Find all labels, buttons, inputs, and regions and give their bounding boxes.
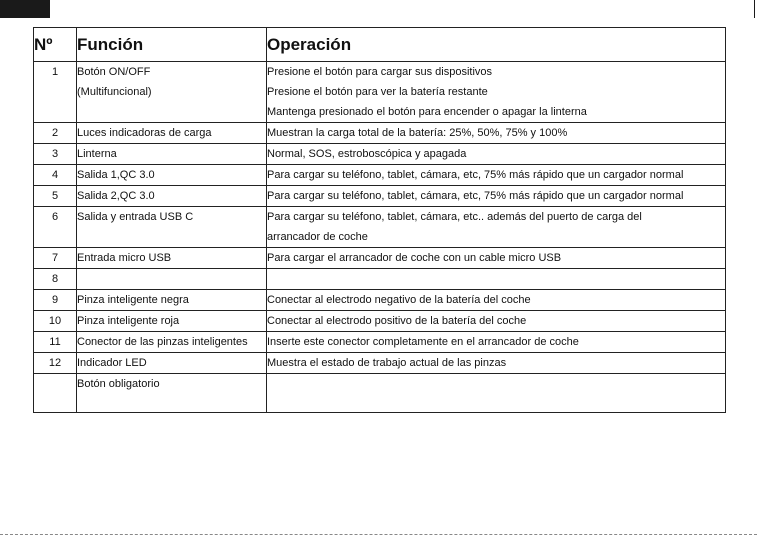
- row-number: 10: [34, 311, 77, 332]
- row-operation: [267, 62, 726, 123]
- function-line: Pinza inteligente negra: [77, 294, 189, 306]
- function-line: Botón ON/OFF: [77, 66, 151, 78]
- bottom-dashed-rule: [0, 534, 757, 535]
- function-line: Salida 2,QC 3.0: [77, 190, 155, 202]
- operation-line: [267, 269, 725, 289]
- operation-line: Mantenga presionado el botón para encender o apagar la linterna: [267, 106, 587, 118]
- table-row: [34, 207, 726, 248]
- operation-line: Normal, SOS, estroboscópica y apagada: [267, 148, 467, 160]
- row-operation: [267, 374, 726, 413]
- operation-line: Para cargar su teléfono, tablet, cámara, etc.. además del puerto de carga del: [267, 211, 642, 223]
- table-row: [34, 248, 726, 269]
- row-number: 7: [34, 248, 77, 269]
- table-row: [34, 144, 726, 165]
- row-number: 11: [34, 332, 77, 353]
- table-row: [34, 311, 726, 332]
- header-number: Nº: [34, 28, 77, 62]
- row-operation: [267, 290, 726, 311]
- operation-line: Conectar al electrodo positivo de la batería del coche: [267, 315, 527, 327]
- row-operation: [267, 269, 726, 290]
- row-operation: [267, 332, 726, 353]
- operation-line: Presione el botón para ver la batería restante: [267, 86, 488, 98]
- corner-crop-mark: [754, 0, 755, 18]
- table-row: [34, 62, 726, 123]
- table-row: [34, 123, 726, 144]
- table-row: [34, 186, 726, 207]
- function-line: Linterna: [77, 148, 117, 160]
- corner-tab-marker: [0, 0, 50, 18]
- table-row: [34, 269, 726, 290]
- function-line: Salida 1,QC 3.0: [77, 169, 155, 181]
- function-line: Salida y entrada USB C: [77, 211, 194, 223]
- row-number: 12: [34, 353, 77, 374]
- operation-line: Inserte este conector completamente en el arrancador de coche: [267, 336, 579, 348]
- function-line: (Multifuncional): [77, 86, 152, 98]
- table-body: [34, 62, 726, 413]
- function-line: Botón obligatorio: [77, 378, 160, 390]
- row-operation: [267, 353, 726, 374]
- row-function: [77, 186, 267, 207]
- row-function: [77, 332, 267, 353]
- operation-line: Presione el botón para cargar sus dispositivos: [267, 66, 493, 78]
- row-function: [77, 269, 267, 290]
- header-function: Función: [77, 28, 267, 62]
- row-number: 2: [34, 123, 77, 144]
- row-operation: [267, 311, 726, 332]
- function-line: Pinza inteligente roja: [77, 315, 180, 327]
- row-function: [77, 248, 267, 269]
- row-function: [77, 123, 267, 144]
- row-function: [77, 207, 267, 248]
- function-line: Luces indicadoras de carga: [77, 127, 212, 139]
- row-number: 4: [34, 165, 77, 186]
- row-operation: [267, 144, 726, 165]
- row-number: 5: [34, 186, 77, 207]
- row-function: [77, 353, 267, 374]
- row-function: [77, 62, 267, 123]
- table-row: [34, 353, 726, 374]
- row-function: [77, 374, 267, 413]
- function-line: [77, 269, 266, 289]
- row-function: [77, 311, 267, 332]
- row-operation: [267, 186, 726, 207]
- operation-line: Conectar al electrodo negativo de la batería del coche: [267, 294, 531, 306]
- table-row: [34, 374, 726, 413]
- row-number: 6: [34, 207, 77, 248]
- operation-line: Para cargar su teléfono, tablet, cámara, etc, 75% más rápido que un cargador normal: [267, 190, 684, 202]
- row-function: [77, 165, 267, 186]
- operation-line: arrancador de coche: [267, 231, 368, 243]
- header-operation: Operación: [267, 28, 726, 62]
- table-row: [34, 332, 726, 353]
- operation-line: Para cargar el arrancador de coche con un cable micro USB: [267, 252, 562, 264]
- operation-line: Muestran la carga total de la batería: 25%, 50%, 75% y 100%: [267, 127, 568, 139]
- row-number: 9: [34, 290, 77, 311]
- row-number: 3: [34, 144, 77, 165]
- row-operation: [267, 123, 726, 144]
- row-operation: [267, 165, 726, 186]
- operation-line: Para cargar su teléfono, tablet, cámara, etc, 75% más rápido que un cargador normal: [267, 169, 684, 181]
- row-function: [77, 144, 267, 165]
- row-number: [34, 374, 77, 413]
- row-operation: [267, 207, 726, 248]
- operation-line: [267, 374, 725, 394]
- row-number: 8: [34, 269, 77, 290]
- row-operation: [267, 248, 726, 269]
- row-number: 1: [34, 62, 77, 123]
- function-line: Conector de las pinzas inteligentes: [77, 336, 248, 348]
- table-row: [34, 290, 726, 311]
- table-row: [34, 165, 726, 186]
- function-line: Indicador LED: [77, 357, 147, 369]
- table-header-row: [34, 28, 726, 62]
- operation-line: Muestra el estado de trabajo actual de las pinzas: [267, 357, 507, 369]
- function-table: [33, 27, 726, 413]
- row-function: [77, 290, 267, 311]
- function-line: Entrada micro USB: [77, 252, 172, 264]
